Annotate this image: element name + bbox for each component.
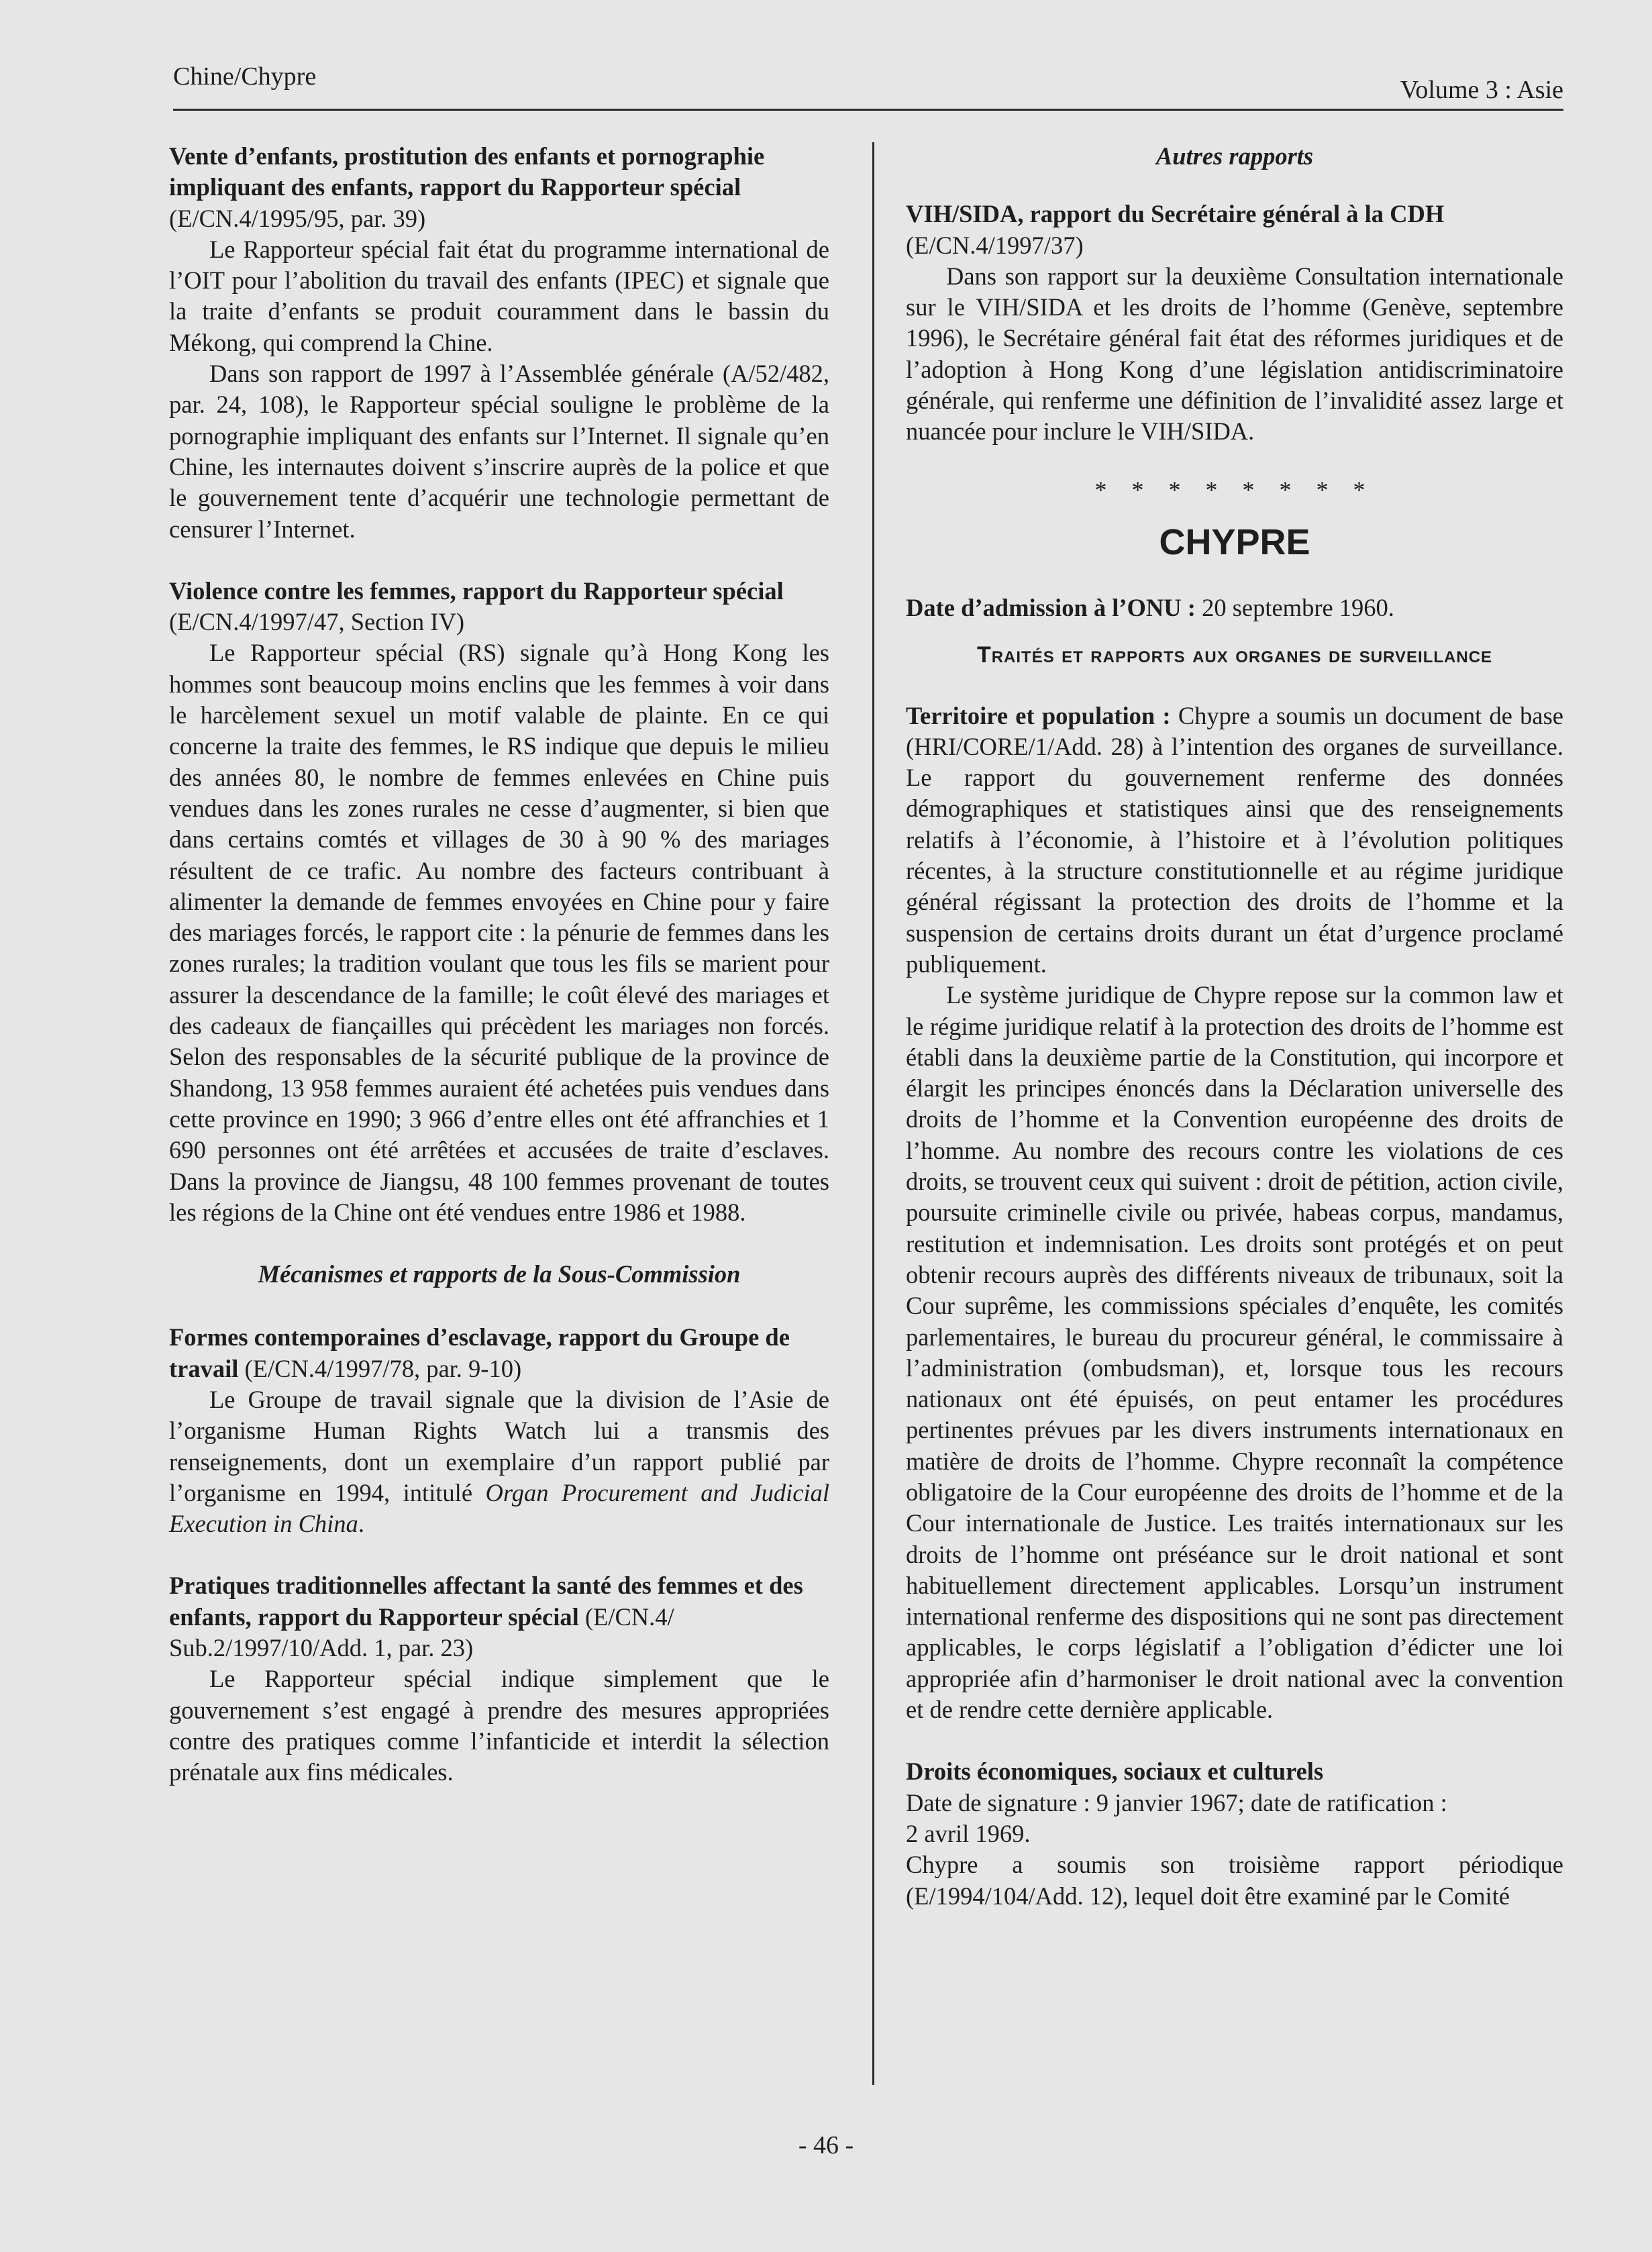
admission-date <box>906 593 1563 623</box>
left-column <box>169 141 829 1819</box>
entry-heading <box>169 1570 829 1664</box>
entry-ref: (E/CN.4/ Sub.2/1997/10/Add. 1, par. 23) <box>169 1602 674 1662</box>
right-column <box>906 141 1563 1912</box>
entry-traditional-practices <box>169 1570 829 1788</box>
entry-title: Violence contre les femmes, rapport du Rapporteur spécial <box>169 576 784 605</box>
desc-title: Droits économiques, sociaux et culturels <box>906 1757 1324 1786</box>
section-heading-other-reports: Autres rapports <box>1155 142 1314 170</box>
entry-sale-of-children <box>169 141 829 545</box>
entry-ref: (E/CN.4/1997/37) <box>906 231 1084 259</box>
paragraph <box>906 701 1563 980</box>
entry-title: Vente d’enfants, prostitution des enfants et pornographie impliquant des enfants, rapport du Rapporteur spécial <box>169 142 765 201</box>
treaties-heading: Traités et rapports aux organes de surveillance <box>976 642 1493 668</box>
entry-contemporary-slavery <box>169 1322 829 1539</box>
section-heading-subcommission: Mécanismes et rapports de la Sous-Commission <box>258 1260 741 1288</box>
entry-economic-social-cultural <box>906 1756 1563 1911</box>
admission-label: Date d’admission à l’ONU : <box>906 593 1196 621</box>
page-number: - 46 - <box>798 2131 854 2159</box>
entry-hiv-aids <box>906 199 1563 447</box>
admission-value: 20 septembre 1960. <box>1195 593 1394 621</box>
entry-heading <box>906 199 1563 261</box>
header-right: Volume 3 : Asie <box>1400 76 1563 104</box>
entry-territory-population <box>906 701 1563 1726</box>
paragraph: Le Rapporteur spécial fait état du programme international de l’OIT pour l’abolition du travail des enfants (IPEC) et signale que la traite d’enfants se produit couramment dans le bassin du Mékong, qui comprend la Chine. <box>169 235 829 356</box>
entry-title: Pratiques traditionnelles affectant la santé des femmes et des enfants, rapport du Rapporteur spécial <box>169 1572 803 1631</box>
paragraph-end: . <box>358 1510 364 1538</box>
territory-text: Chypre a soumis un document de base (HRI/CORE/1/Add. 28) à l’intention des organes de surveillance. Le rapport du gouvernement renferme des données démographiques et statistiques ainsi que des renseignements relatifs à l’économie, à l’histoire et à l’évolution politiques récentes, à la structure constitutionnelle et au régime juridique général régissant la protection des droits de l’homme et la suspension de certains droits durant un état d’urgence proclamé publiquement. <box>906 701 1563 978</box>
entry-heading <box>169 141 829 234</box>
paragraph: Dans son rapport de 1997 à l’Assemblée générale (A/52/482, par. 24, 108), le Rapporteur spécial souligne le problème de la pornographie impliquant des enfants sur l’Internet. Il signale qu’en Chine, les internautes doivent s’inscrire auprès de la police et que le gouvernement tente d’acquérir une technologie permettant de censurer l’Internet. <box>169 360 829 543</box>
paragraph: Le Rapporteur spécial (RS) signale qu’à Hong Kong les hommes sont beaucoup moins enclins que les femmes à voir dans le harcèlement sexuel un motif valable de plainte. En ce qui concerne la traite des femmes, le RS indique que depuis le milieu des années 80, le nombre de femmes enlevées en Chine puis vendues dans les zones rurales ne cesse d’augmenter, si bien que dans certains comtés et villages de 30 à 90 % des mariages résultent de ce trafic. Au nombre des facteurs contribuant à alimenter la demande de femmes envoyées en Chine pour y faire des mariages forcés, le rapport cite : la pénurie de femmes dans les zones rurales; la tradition voulant que tous les fils se marient pour assurer la descendance de la famille; le coût élevé des mariages et des cadeaux de fiançailles qui précèdent les mariages non forcés. Selon des responsables de la sécurité publique de la province de Shandong, 13 958 femmes auraient été achetées puis vendues dans cette province en 1990; 3 966 d’entre elles ont été affranchies et 1 690 personnes ont été arrêtées et accusées de traite d’esclaves. Dans la province de Jiangsu, 48 100 femmes provenant de toutes les régions de la Chine ont été vendues entre 1986 et 1988. <box>169 639 829 1226</box>
running-head <box>173 62 1563 111</box>
ratification-date: 2 avril 1969. <box>906 1819 1031 1847</box>
paragraph: Le système juridique de Chypre repose sur la common law et le régime juridique relatif à la protection des droits de l’homme est établi dans la deuxième partie de la Constitution, qui incorpore et élargit les principes énoncés dans la Déclaration universelle des droits de l’homme et la Convention européenne des droits de l’homme. Au nombre des recours contre les violations de ces droits, se trouvent ceux qui suivent : droit de pétition, action civile, poursuite criminelle civile ou privée, habeas corpus, mandamus, restitution et indemnisation. Les droits sont protégés et on peut obtenir recours auprès des différents niveaux de tribunaux, soit la Cour suprême, les commissions spéciales d’enquête, les comités parlementaires, le bureau du procureur général, le commissaire à l’administration (ombudsman), et, lorsque tous les recours nationaux ont été épuisés, on peut entamer les procédures pertinentes prévues par les divers instruments internationaux en matière de droits de l’homme. Chypre reconnaît la compétence obligatoire de la Cour européenne des droits de l’homme et de la Cour internationale de Justice. Les traités internationaux sur les droits de l’homme ont préséance sur le droit national et sont habituellement directement applicables. Lorsqu’un instrument international renferme des dispositions qui ne sont pas directement applicables, le corps législatif a l’obligation d’édicter une loi appropriée afin d’harmoniser le droit national avec la convention et de rendre cette dernière applicable. <box>906 981 1563 1724</box>
entry-heading <box>169 576 829 638</box>
entry-title: VIH/SIDA, rapport du Secrétaire général à la CDH <box>906 200 1445 228</box>
entry-ref: (E/CN.4/1997/47, Section IV) <box>169 608 464 636</box>
paragraph: Le Rapporteur spécial indique simplement que le gouvernement s’est engagé à prendre des mesures appropriées contre des pratiques comme l’infanticide et interdit la sélection prénatale aux fins médicales. <box>169 1665 829 1786</box>
paragraph <box>169 1384 829 1539</box>
country-title: CHYPRE <box>1159 521 1310 562</box>
territory-label: Territoire et population : <box>906 701 1171 729</box>
paragraph-text: Le Groupe de travail signale que la division de l’Asie de l’organisme Human Rights Watch lui a transmis des renseignements, dont un exemplaire d’un rapport publié par l’organisme en 1994, intitulé <box>169 1385 829 1506</box>
report-title: Organ Procurement and Judicial Execution in China <box>169 1478 829 1538</box>
header-left: Chine/Chypre <box>173 62 317 91</box>
separator-stars: * * * * * * * * <box>1094 476 1375 503</box>
entry-title: Formes contemporaines d’esclavage, rapport du Groupe de travail <box>169 1323 790 1382</box>
entry-ref: (E/CN.4/1997/78, par. 9-10) <box>238 1354 522 1382</box>
entry-title <box>906 1756 1563 1787</box>
entry-violence-against-women <box>169 576 829 1228</box>
entry-heading <box>169 1322 829 1384</box>
paragraph: Chypre a soumis son troisième rapport périodique (E/1994/104/Add. 12), lequel doit être examiné par le Comité <box>906 1851 1563 1910</box>
paragraph: Dans son rapport sur la deuxième Consultation internationale sur le VIH/SIDA et les droits de l’homme (Genève, septembre 1996), le Secrétaire général fait état des réformes juridiques et de l’adoption à Hong Kong d’une législation antidiscriminatoire générale, qui renferme une définition de l’invalidité assez large et nuancée pour inclure le VIH/SIDA. <box>906 262 1563 446</box>
column-divider <box>872 142 874 2085</box>
entry-ref: (E/CN.4/1995/95, par. 39) <box>169 204 426 232</box>
signature-date: Date de signature : 9 janvier 1967; date de ratification : <box>906 1788 1447 1816</box>
